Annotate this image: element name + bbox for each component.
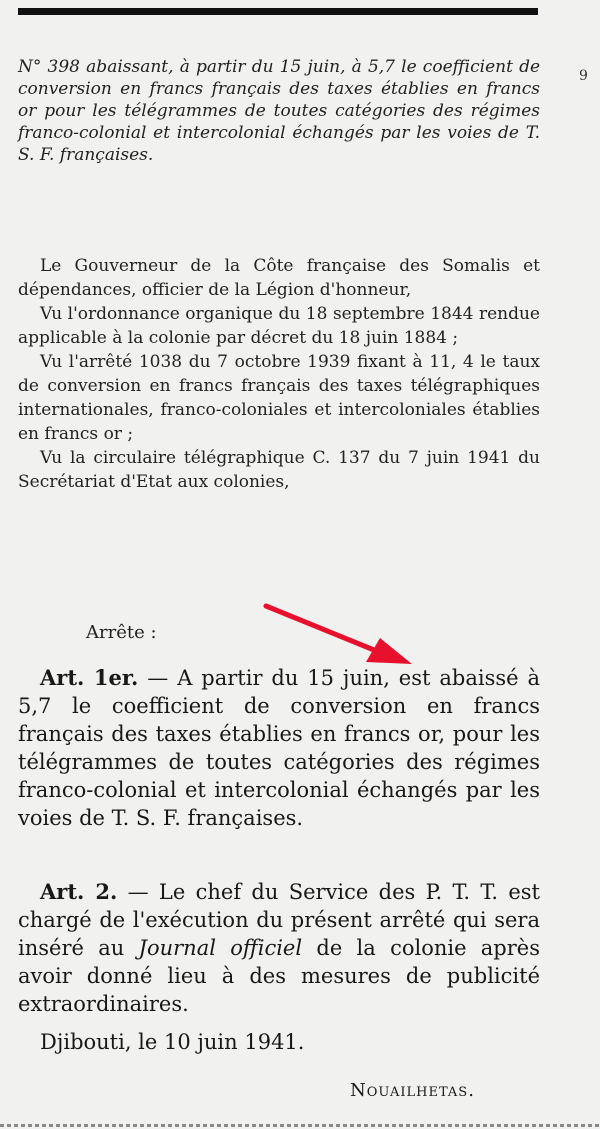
article-1-label: Art. 1er. <box>40 665 139 690</box>
preamble-vu-circulaire: Vu la circulaire télégraphique C. 137 du 7 juin 1941 du Secrétariat d'Etat aux colonies, <box>18 448 540 492</box>
date-line: Djibouti, le 10 juin 1941. <box>40 1030 305 1054</box>
arrow-shaft <box>266 606 374 650</box>
bottom-rule <box>0 1124 600 1127</box>
decree-number: N° 398 <box>18 57 80 77</box>
article-2-text-before: — Le chef du Service des P. T. T. est chargé de l'exécution du présent arrêté qui sera inséré au <box>18 880 540 960</box>
preamble-vu-arrete: Vu l'arrêté 1038 du 7 octobre 1939 fixant à 11, 4 le taux de conversion en francs français des taxes télégraphiques internationales, franco-coloniales et intercoloniales établies en francs or ; <box>18 352 540 444</box>
preamble-governor: Le Gouverneur de la Côte française des Somalis et dépendances, officier de la Légion d'honneur, <box>18 256 540 300</box>
article-2-label: Art. 2. <box>40 879 118 904</box>
preamble-vu-ordonnance: Vu l'ordonnance organique du 18 septembre 1844 rendue applicable à la colonie par décret du 18 juin 1884 ; <box>18 304 540 348</box>
journal-officiel: Journal officiel <box>138 936 303 960</box>
article-1-text: — A partir du 15 juin, est abaissé à 5,7 le coefficient de conversion en francs français des taxes établies en francs or, pour les télégrammes de toutes catégories des régimes franco-colonial et intercolonial échangés par les voies de T. S. F. françaises. <box>18 666 540 830</box>
arrow-head <box>366 638 412 664</box>
arrete-label: Arrête : <box>86 622 157 643</box>
signature: Nouailhetas. <box>350 1080 475 1101</box>
margin-mark: 9 <box>579 68 588 84</box>
decree-title: abaissant, à partir du 15 juin, à 5,7 le coefficient de conversion en francs français des taxes établies en francs or pour les télégrammes de toutes catégories des régimes franco-colonial et intercolonial échangés par les voies de T. S. F. françaises. <box>18 57 541 165</box>
article-2-text-after: de la colonie après avoir donné lieu à des mesures de publicité extraordinaires. <box>18 936 540 1016</box>
